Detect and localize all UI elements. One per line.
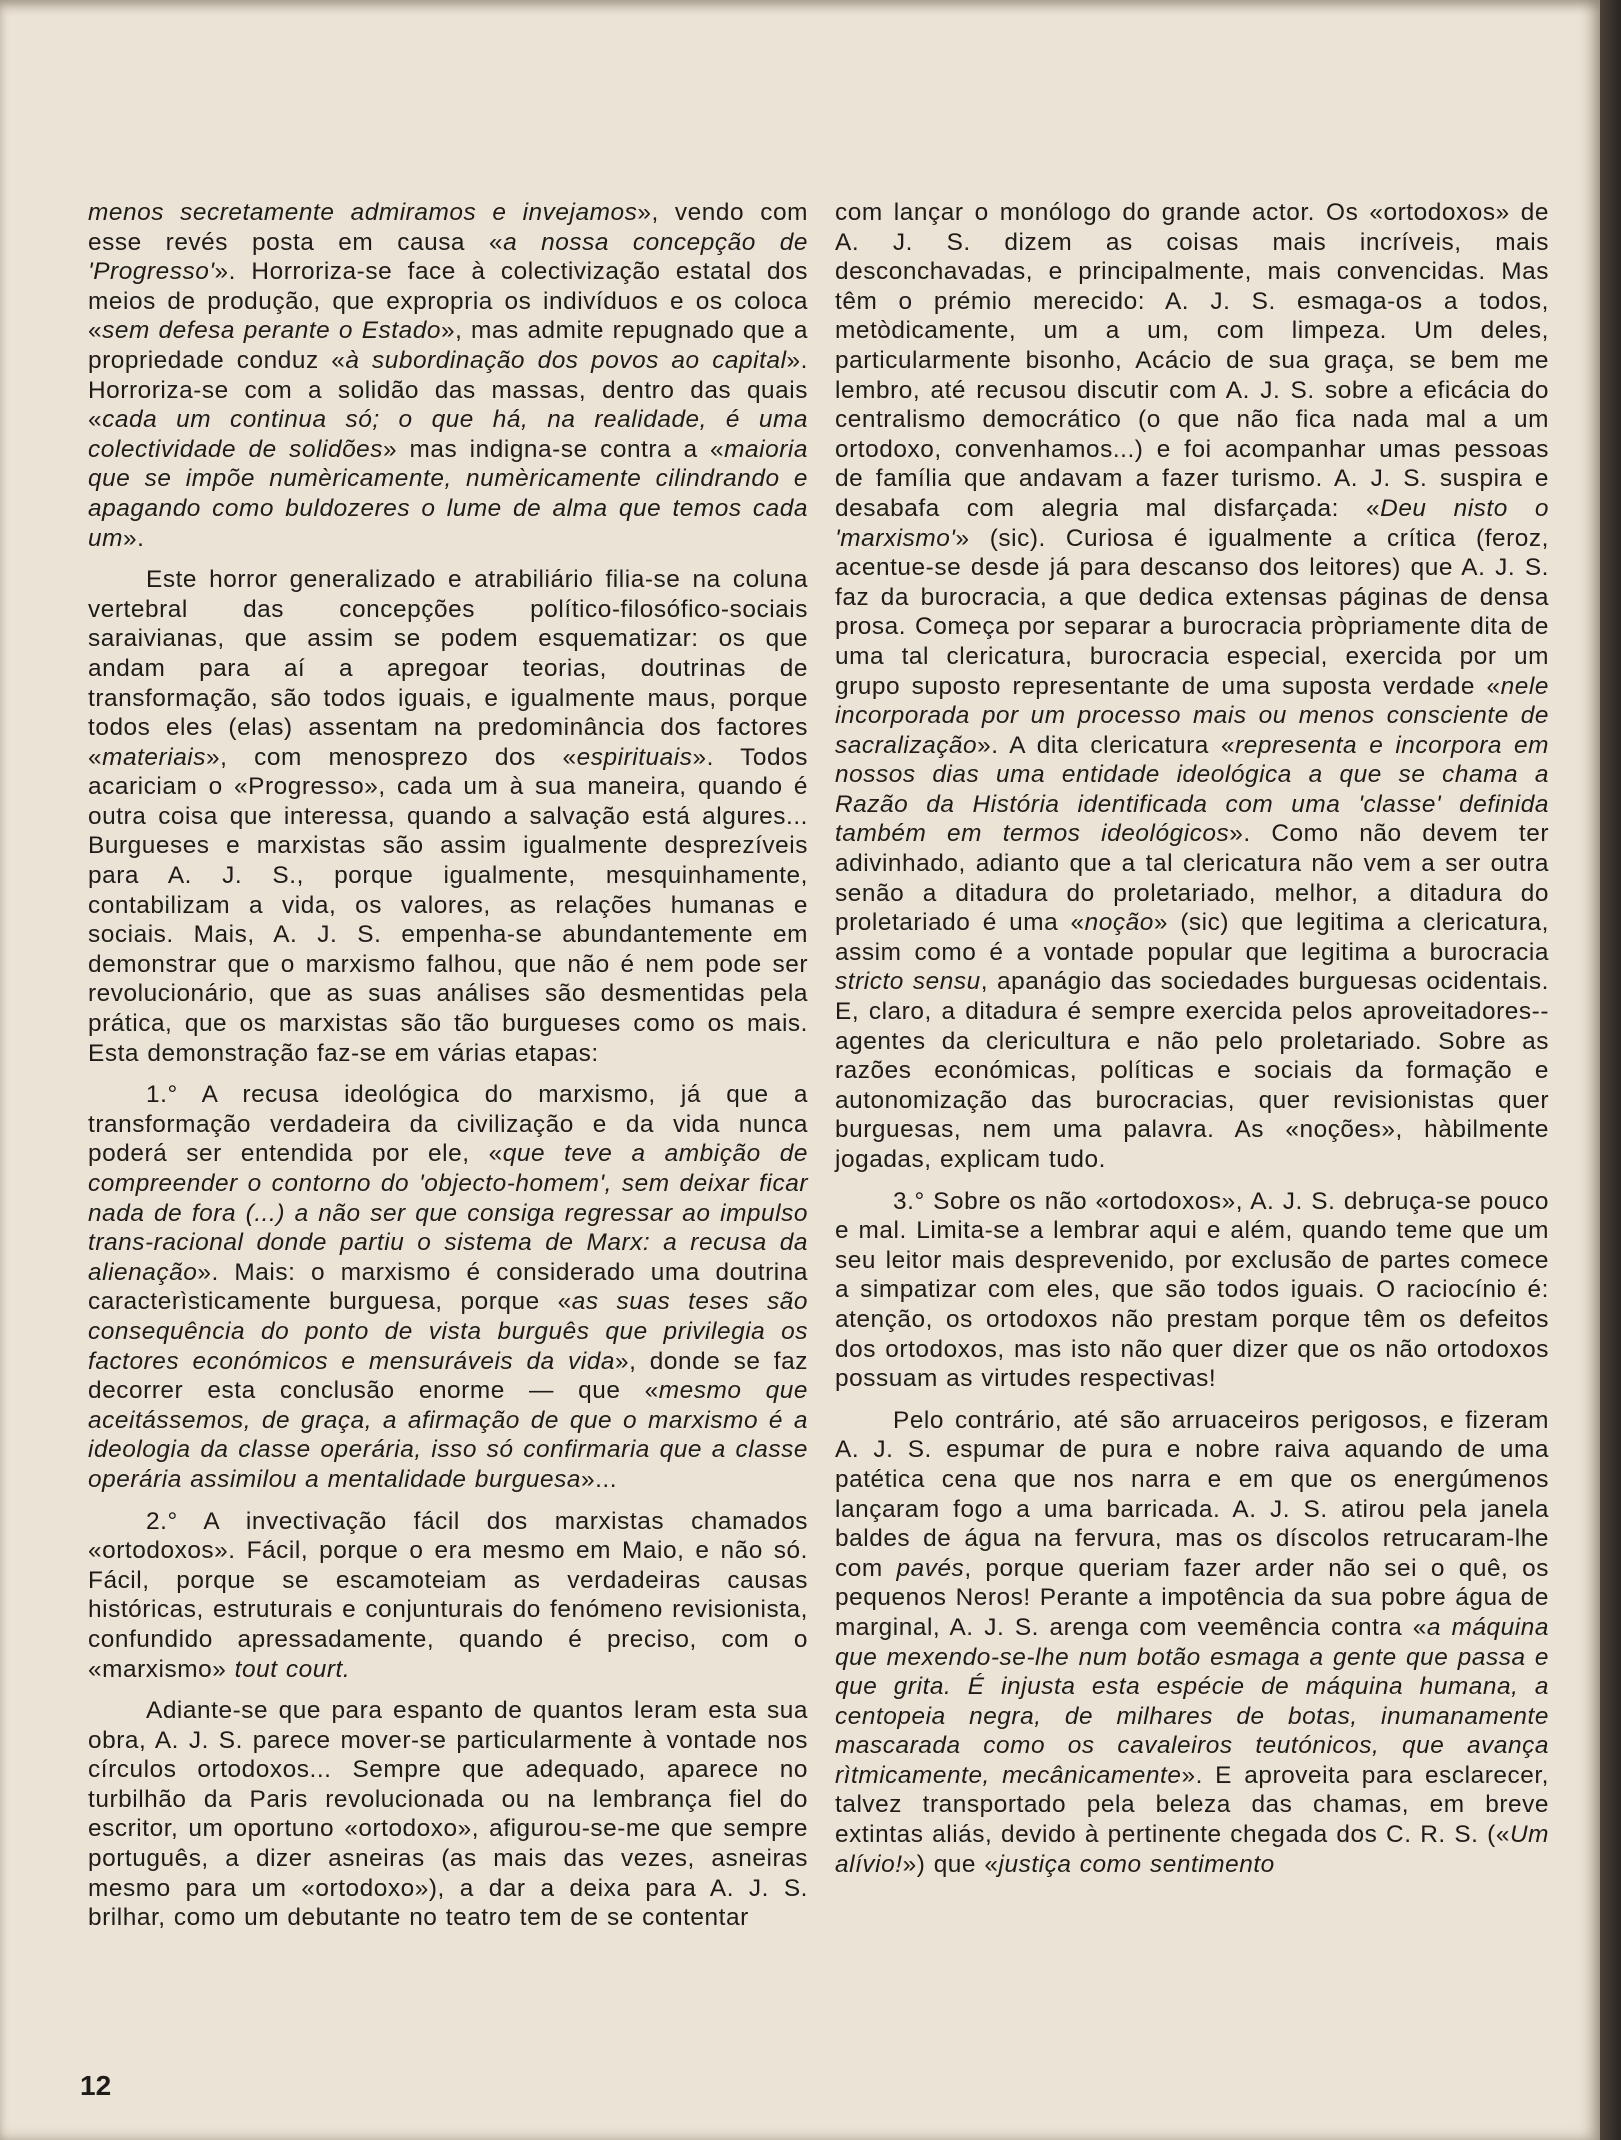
- text-run: cada um continua só; o que há, na realidade, é uma colectividade de solidões: [88, 406, 808, 463]
- text-run: maioria que se impõe numèricamente, numèricamente cilindrando e apagando como buldozeres o lume de alma que temos cada um: [88, 435, 808, 552]
- text-run: »...: [580, 1465, 618, 1493]
- text-run: » (sic) que legitima a clericatura, assim como é a vontade popular que legitima a burocracia: [835, 909, 1549, 966]
- text-run: tout court.: [234, 1655, 351, 1683]
- page-edge: [1600, 0, 1621, 2140]
- text-run: menos secretamente admiramos e invejamos: [88, 199, 638, 226]
- text-run: » (sic). Curiosa é igualmente a crítica (feroz, acentue-se desde já para descanso dos leitores) que A. J. S. faz da burocracia, a que dedica extensas páginas de densa prosa. Começa por separar a burocracia pròpriamente dita de uma tal clericatura, burocracia especial, exercida por um grupo suposto representante de uma suposta verdade «: [835, 524, 1549, 700]
- text-run: materiais: [102, 743, 207, 771]
- paragraph: [88, 1080, 808, 1494]
- text-run: pavés: [896, 1554, 965, 1582]
- text-run: nele incorporada por um processo mais ou menos consciente de sacralização: [835, 672, 1549, 759]
- text-run: Deu nisto o 'marxismo': [835, 494, 1549, 552]
- paragraph: [835, 198, 1549, 1175]
- text-run: ». A dita clericatura «: [977, 731, 1236, 759]
- text-run: sem defesa perante o Estado: [102, 317, 441, 345]
- text-run: 1.° A recusa ideológica do marxismo, já que a transformação verdadeira da civilização e da vida nunca poderá ser entendida por ele, «: [88, 1081, 808, 1168]
- text-run: a nossa concepção de 'Progresso': [88, 228, 808, 286]
- left-text-column: [88, 198, 808, 1933]
- text-run: Pelo contrário, até são arruaceiros perigosos, e fizeram A. J. S. espumar de pura e nobre raiva aquando de uma patética cena que nos narra e em que os energúmenos lançaram fogo a uma barricada. A. J. S. atirou pela janela baldes de água na fervura, mas os díscolos retrucaram-lhe com: [835, 1406, 1549, 1582]
- text-run: 2.° A invectivação fácil dos marxistas chamados «ortodoxos». Fácil, porque o era mesmo em Maio, e não só. Fácil, porque se escamoteiam as verdadeiras causas históricas, estruturais e conjunturais do fenómeno revisionista, confundido apressadamente, quando é preciso, com o «marxismo»: [88, 1507, 808, 1683]
- text-run: que teve a ambição de compreender o contorno do 'objecto-homem', sem deixar ficar nada de fora (...) a não ser que consiga regressar ao impulso trans-racional donde partiu o sistema de Marx: a recusa da alienação: [88, 1140, 808, 1286]
- text-run: ». Todos acariciam o «Progresso», cada um à sua maneira, quando é outra coisa que interessa, quando a salvação está algures... Burgueses e marxistas são assim igualmente desprezíveis para A. J. S., porque igualmente, mesquinhamente, contabilizam a vida, os valores, as relações humanas e sociais. Mais, A. J. S. empenha-se abundantemente em demonstrar que o marxismo falhou, que não é nem pode ser revolucionário, que as suas análises são desmentidas pela prática, que os marxistas são tão burgueses como os mais. Esta demonstração faz-se em várias etapas:: [88, 743, 808, 1067]
- text-run: ».: [122, 524, 145, 552]
- text-run: ». Como não devem ter adivinhado, adianto que a tal clericatura não vem a ser outra senão a ditadura do proletariado, melhor, a ditadura do proletariado é uma «: [835, 820, 1550, 937]
- text-run: mesmo que aceitássemos, de graça, a afirmação de que o marxismo é a ideologia da classe operária, isso só confirmaria que a classe operária assimilou a mentalidade burguesa: [88, 1377, 808, 1493]
- text-run: as suas teses são consequência do ponto de vista burguês que privilegia os factores económicos e mensuráveis da vida: [88, 1288, 808, 1375]
- paragraph: [88, 198, 808, 553]
- text-run: Adiante-se que para espanto de quantos leram esta sua obra, A. J. S. parece mover-se particularmente à vontade nos círculos ortodoxos... Sempre que adequado, aparece no turbilhão da Paris revolucionada ou na lembrança fiel do escritor, um oportuno «ortodoxo», afigurou-se-me que sempre português, a dizer asneiras (as mais das vezes, asneiras mesmo para um «ortodoxo»), a dar a deixa para A. J. S. brilhar, como um debutante no teatro tem de se contentar: [88, 1697, 808, 1932]
- paragraph: [88, 1696, 808, 1933]
- right-text-column: [835, 198, 1549, 1879]
- text-run: à subordinação dos povos ao capital: [345, 346, 787, 374]
- text-run: , porque queriam fazer arder não sei o quê, os pequenos Neros! Perante a impotência da sua pobre água de marginal, A. J. S. arenga com veemência contra «: [835, 1554, 1549, 1641]
- text-run: ». E aproveita para esclarecer, talvez transportado pela beleza das chamas, em breve extintas aliás, devido à pertinente chegada dos C. R. S. («: [835, 1761, 1550, 1849]
- text-run: stricto sensu: [835, 968, 981, 996]
- text-run: , apanágio das sociedades burguesas ocidentais. E, claro, a ditadura é sempre exercida pelos aproveitadores--agentes da clericultura e não pelo proletariado. Sobre as razões económicas, políticas e sociais da formação e autonomização das burocracias, quer revisionistas quer burguesas, nem uma palavra. As «noções», hàbilmente jogadas, explicam tudo.: [835, 968, 1550, 1173]
- text-run: ». Mais: o marxismo é considerado uma doutrina caracterìsticamente burguesa, porque «: [88, 1258, 808, 1316]
- text-run: ») que «: [902, 1850, 999, 1878]
- text-run: », vendo com esse revés posta em causa «: [88, 199, 808, 256]
- paragraph: [835, 1187, 1549, 1394]
- text-run: », donde se faz decorrer esta conclusão enorme — que «: [88, 1347, 808, 1405]
- text-run: representa e incorpora em nossos dias uma entidade ideológica a que se chama a Razão da História identificada com uma 'classe' definida também em termos ideológicos: [835, 731, 1549, 848]
- text-run: », mas admite repugnado que a propriedade conduz «: [88, 317, 808, 374]
- text-run: noção: [1084, 909, 1154, 937]
- text-run: », com menosprezo dos «: [206, 743, 577, 771]
- paragraph: [88, 1507, 808, 1685]
- paragraph: [88, 565, 808, 1068]
- text-run: » mas indigna-se contra a «: [383, 435, 725, 463]
- text-run: a máquina que mexendo-se-lhe num botão esmaga a gente que passa e que grita. É injusta esta espécie de máquina humana, a centopeia negra, de milhares de botas, inumanamente mascarada como os cavaleiros teutónicos, que avança rìtmicamente, mecânicamente: [835, 1613, 1549, 1789]
- page-number: 12: [80, 2070, 112, 2101]
- text-run: Um alívio!: [835, 1821, 1549, 1878]
- paragraph: [835, 1406, 1549, 1880]
- text-run: justiça como sentimento: [998, 1850, 1275, 1878]
- text-run: com lançar o monólogo do grande actor. Os «ortodoxos» de A. J. S. dizem as coisas mais incríveis, mais desconchavadas, e principalmente, mais convencidas. Mas têm o prémio merecido: A. J. S. esmaga-os a todos, metòdicamente, um a um, com limpeza. Um deles, particularmente bisonho, Acácio de sua graça, se bem me lembro, até recusou discutir com A. J. S. sobre a eficácia do centralismo democrático (o que não fica nada mal a um ortodoxo, convenhamos...) e foi acompanhar umas pessoas de família que andavam a fazer turismo. A. J. S. suspira e desabafa com alegria mal disfarçada: «: [835, 199, 1549, 522]
- text-run: ». Horroriza-se face à colectivização estatal dos meios de produção, que expropria os indivíduos e os coloca «: [88, 258, 808, 345]
- text-run: espirituais: [576, 743, 693, 771]
- text-run: ». Horroriza-se com a solidão das massas, dentro das quais «: [88, 346, 808, 434]
- text-run: Este horror generalizado e atrabiliário filia-se na coluna vertebral das concepções político-filosófico-sociais saraivianas, que assim se podem esquematizar: os que andam para aí a apregoar teorias, doutrinas de transformação, são todos iguais, e igualmente maus, porque todos eles (elas) assentam na predominância dos factores «: [88, 566, 808, 771]
- text-run: 3.° Sobre os não «ortodoxos», A. J. S. debruça-se pouco e mal. Limita-se a lembrar aqui e além, quando teme que um seu leitor mais desprevenido, por exclusão de partes comece a simpatizar com eles, que são todos iguais. O raciocínio é: atenção, os ortodoxos não prestam porque têm os defeitos dos ortodoxos, mas isto não quer dizer que os não ortodoxos possuam as virtudes respectivas!: [835, 1187, 1549, 1393]
